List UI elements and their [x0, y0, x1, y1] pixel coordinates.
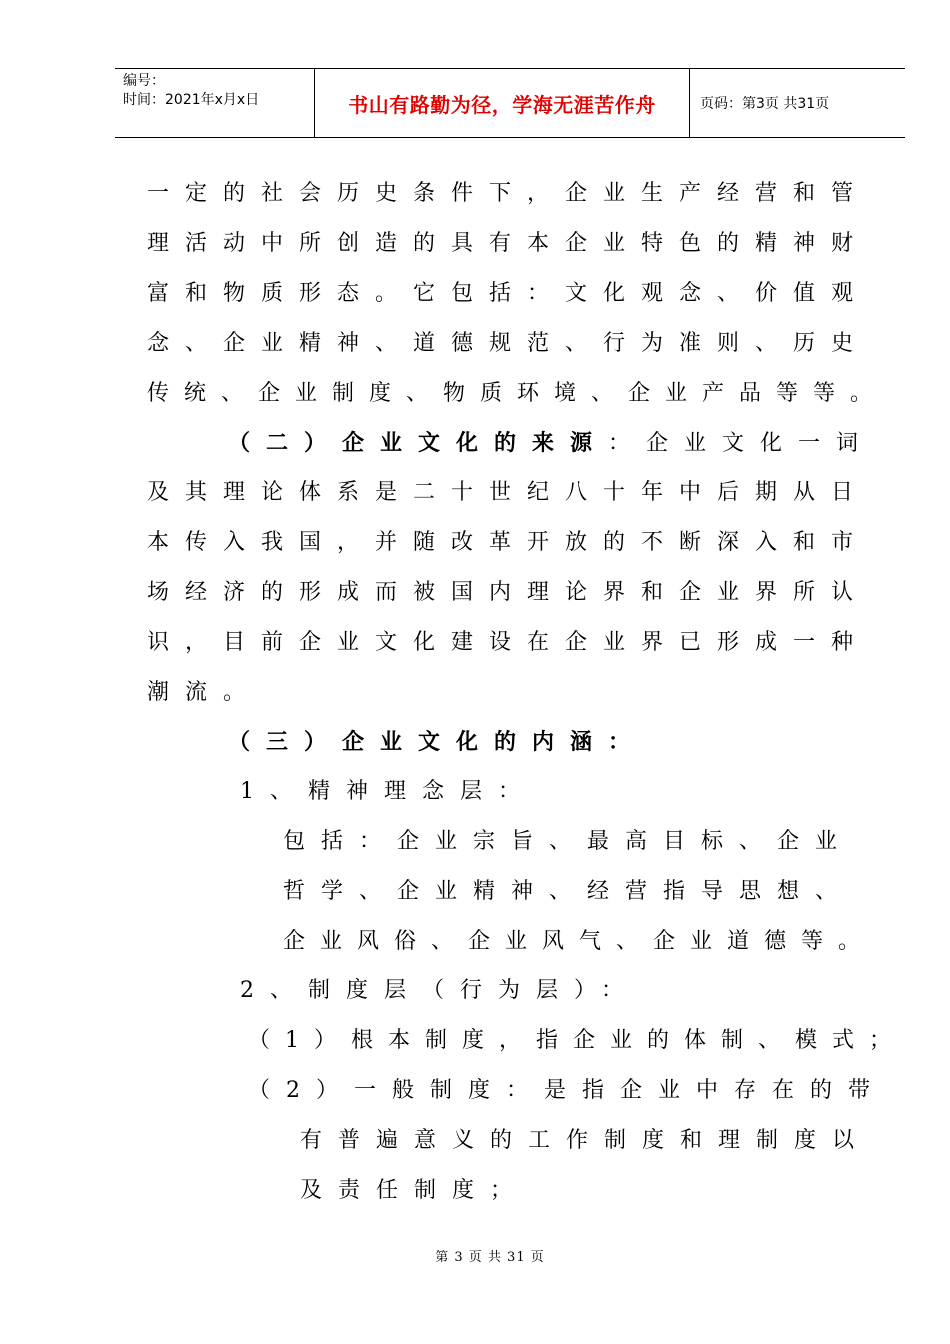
body-line: 传统、企业制度、物质环境、企业产品等等。 [147, 381, 888, 406]
body-line: 本传入我国，并随改革开放的不断深入和市 [147, 530, 870, 555]
body-line: 企业风俗、企业风气、企业道德等。 [283, 929, 876, 954]
body-line: （1）根本制度，指企业的体制、模式； [248, 1028, 906, 1053]
body-line: 场经济的形成而被国内理论界和企业界所认 [147, 580, 870, 605]
body-line: （2）一般制度：是指企业中存在的带 [248, 1078, 886, 1103]
body-line: 哲学、企业精神、经营指导思想、 [283, 879, 854, 904]
section-heading-2-rest: ：企业文化一词 [608, 431, 875, 456]
body-line: 及责任制度； [300, 1178, 529, 1203]
body-line: 潮流。 [147, 680, 262, 705]
header-motto-cell [315, 69, 690, 137]
header-meta [115, 69, 315, 137]
subheading-institution-layer: 2、制度层（行为层）： [240, 978, 639, 1003]
subheading-spiritual-layer: 1、精神理念层： [240, 779, 536, 804]
body-line: 一定的社会历史条件下，企业生产经营和管 [147, 181, 870, 206]
body-line: 有普遍意义的工作制度和理制度以 [300, 1128, 871, 1153]
page-number-label: 页码：第3页 共31页 [700, 96, 830, 112]
document-header [115, 68, 905, 138]
body-line: 理活动中所创造的具有本企业特色的精神财 [147, 231, 870, 256]
page-footer: 第 3 页 共 31 页 [435, 1250, 545, 1265]
body-line: 及其理论体系是二十世纪八十年中后期从日 [147, 480, 870, 505]
body-line: 富和物质形态。它包括：文化观念、价值观 [147, 281, 870, 306]
section-heading-2-bold: （二）企业文化的来源 [228, 430, 609, 456]
body-line: 念、企业精神、道德规范、行为准则、历史 [147, 331, 870, 356]
body-line: 识，目前企业文化建设在企业界已形成一种 [147, 630, 870, 655]
serial-number-label: 编号： [123, 73, 165, 89]
motto-text: 书山有路勤为径，学海无涯苦作舟 [348, 92, 656, 117]
header-page-cell [690, 69, 905, 137]
section-heading-3: （三）企业文化的内涵： [228, 729, 647, 755]
body-line: 包括：企业宗旨、最高目标、企业 [283, 829, 854, 854]
date-label: 时间：2021年x月x日 [123, 92, 260, 108]
section-heading-2 [228, 426, 888, 460]
